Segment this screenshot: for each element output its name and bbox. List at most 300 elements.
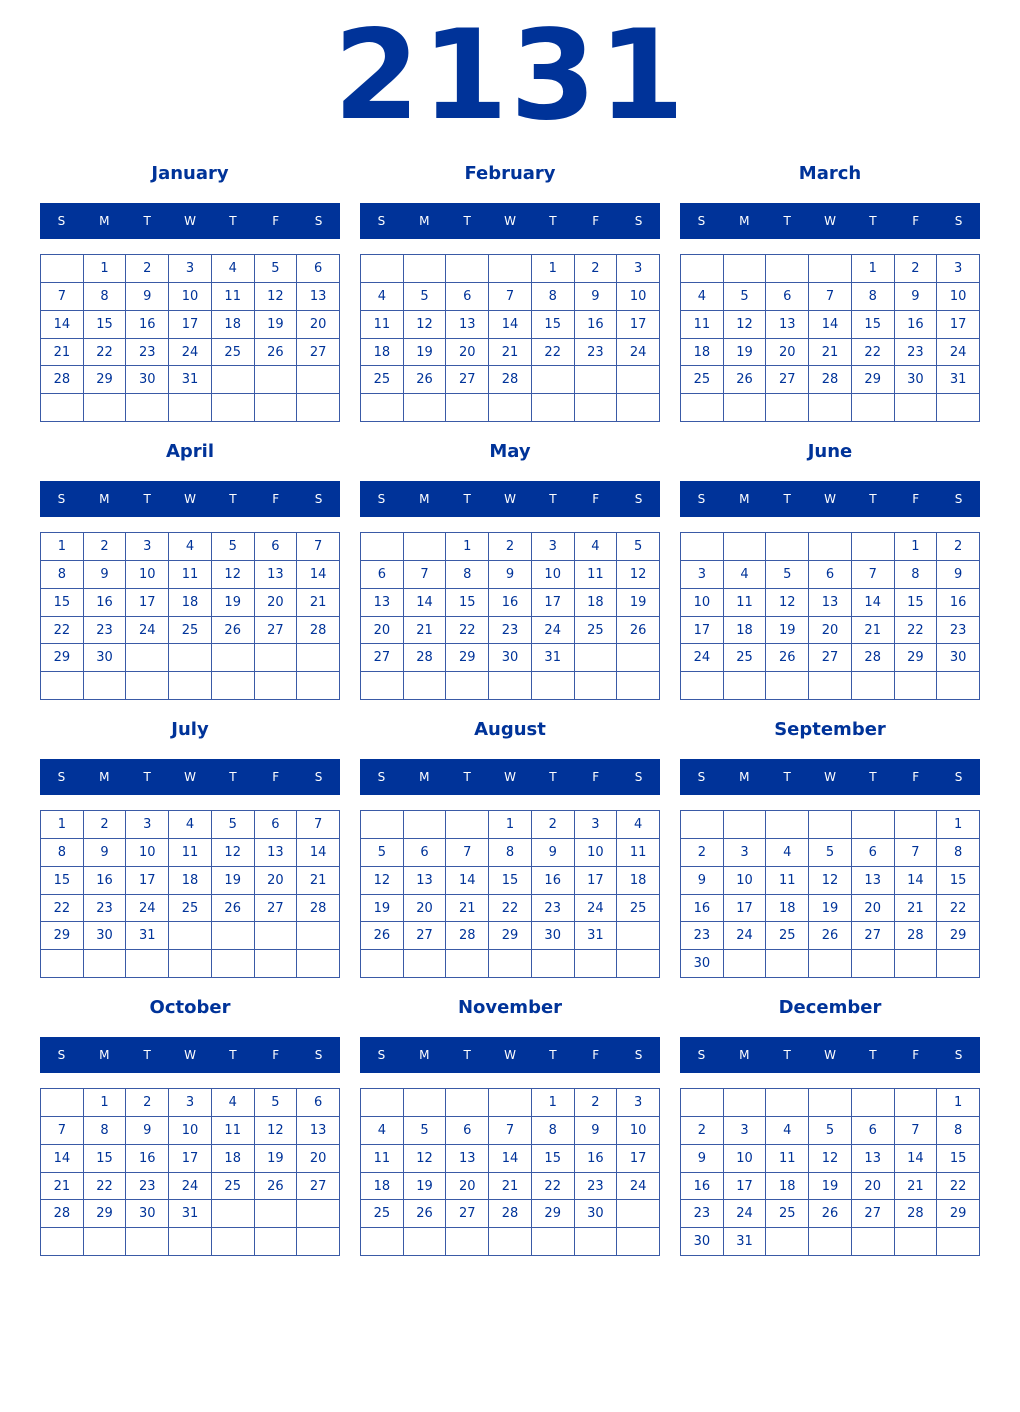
empty-cell — [446, 1228, 489, 1256]
day-cell: 19 — [724, 339, 767, 367]
month-name: January — [151, 163, 229, 184]
empty-cell — [212, 950, 255, 978]
day-cell: 9 — [681, 1145, 724, 1173]
empty-cell — [724, 533, 767, 561]
day-cell: 13 — [361, 589, 404, 617]
empty-cell — [446, 672, 489, 700]
day-cell: 22 — [84, 1173, 127, 1201]
day-cell: 24 — [724, 1200, 767, 1228]
day-cell: 9 — [126, 1117, 169, 1145]
weekday-label: T — [229, 1048, 237, 1062]
day-cell: 11 — [575, 561, 618, 589]
day-cell: 29 — [937, 922, 980, 950]
weekday-label: F — [592, 770, 600, 784]
empty-cell — [575, 1228, 618, 1256]
day-cell: 23 — [575, 1173, 618, 1201]
day-cell: 21 — [297, 867, 340, 895]
day-cell: 30 — [681, 950, 724, 978]
day-cell: 1 — [937, 811, 980, 839]
day-cell: 29 — [489, 922, 532, 950]
weekday-label: F — [272, 492, 280, 506]
weekday-label: F — [592, 492, 600, 506]
day-cell: 15 — [446, 589, 489, 617]
weekday-header — [40, 759, 340, 795]
day-cell: 9 — [937, 561, 980, 589]
day-cell: 14 — [852, 589, 895, 617]
day-cell: 23 — [532, 895, 575, 923]
day-cell: 7 — [895, 839, 938, 867]
day-cell: 18 — [169, 589, 212, 617]
empty-cell — [404, 394, 447, 422]
day-cell: 29 — [41, 922, 84, 950]
weekday-label: F — [272, 770, 280, 784]
day-cell: 12 — [212, 561, 255, 589]
empty-cell — [212, 394, 255, 422]
day-cell: 1 — [532, 1089, 575, 1117]
day-cell: 9 — [84, 561, 127, 589]
day-cell: 13 — [255, 561, 298, 589]
day-cell: 25 — [766, 922, 809, 950]
day-cell: 21 — [895, 895, 938, 923]
day-cell: 13 — [852, 1145, 895, 1173]
empty-cell — [361, 255, 404, 283]
empty-cell — [404, 533, 447, 561]
day-cell: 24 — [681, 644, 724, 672]
day-cell: 17 — [681, 617, 724, 645]
weekday-label: T — [229, 214, 237, 228]
weekday-label: T — [143, 770, 151, 784]
day-grid — [360, 254, 660, 422]
day-cell: 4 — [212, 255, 255, 283]
empty-cell — [852, 394, 895, 422]
empty-cell — [895, 394, 938, 422]
day-cell: 18 — [361, 1173, 404, 1201]
day-cell: 1 — [446, 533, 489, 561]
day-cell: 21 — [489, 1173, 532, 1201]
day-cell: 12 — [404, 1145, 447, 1173]
day-cell: 5 — [255, 1089, 298, 1117]
day-cell: 25 — [681, 366, 724, 394]
empty-cell — [724, 950, 767, 978]
empty-cell — [617, 950, 660, 978]
day-cell: 4 — [169, 811, 212, 839]
day-cell: 12 — [724, 311, 767, 339]
month-march — [680, 159, 980, 427]
day-cell: 25 — [361, 1200, 404, 1228]
day-cell: 27 — [852, 922, 895, 950]
weekday-header — [680, 1037, 980, 1073]
weekday-label: S — [697, 1048, 706, 1062]
weekday-header — [680, 203, 980, 239]
day-cell: 5 — [809, 1117, 852, 1145]
empty-cell — [809, 255, 852, 283]
day-cell: 2 — [532, 811, 575, 839]
weekday-label: T — [869, 214, 877, 228]
weekday-header — [40, 481, 340, 517]
weekday-label: T — [549, 1048, 557, 1062]
day-cell: 3 — [937, 255, 980, 283]
day-cell: 31 — [724, 1228, 767, 1256]
day-cell: 25 — [169, 895, 212, 923]
empty-cell — [852, 1089, 895, 1117]
empty-cell — [41, 1089, 84, 1117]
day-cell: 2 — [489, 533, 532, 561]
day-cell: 9 — [681, 867, 724, 895]
day-cell: 12 — [255, 1117, 298, 1145]
day-cell: 6 — [852, 1117, 895, 1145]
day-cell: 27 — [766, 366, 809, 394]
day-cell: 26 — [724, 366, 767, 394]
day-cell: 26 — [809, 922, 852, 950]
day-cell: 28 — [297, 617, 340, 645]
day-cell: 26 — [617, 617, 660, 645]
day-cell: 8 — [532, 1117, 575, 1145]
day-cell: 16 — [575, 1145, 618, 1173]
weekday-label: T — [783, 770, 791, 784]
day-cell: 19 — [617, 589, 660, 617]
day-cell: 13 — [852, 867, 895, 895]
day-cell: 12 — [255, 283, 298, 311]
day-cell: 25 — [766, 1200, 809, 1228]
day-cell: 3 — [126, 811, 169, 839]
empty-cell — [212, 922, 255, 950]
weekday-header — [40, 203, 340, 239]
weekday-label: S — [377, 770, 386, 784]
day-cell: 18 — [766, 895, 809, 923]
day-cell: 5 — [212, 533, 255, 561]
empty-cell — [212, 1228, 255, 1256]
empty-cell — [895, 811, 938, 839]
day-cell: 27 — [297, 1173, 340, 1201]
day-grid — [680, 532, 980, 700]
day-cell: 4 — [617, 811, 660, 839]
day-cell: 24 — [126, 895, 169, 923]
day-cell: 31 — [169, 366, 212, 394]
day-cell: 10 — [169, 283, 212, 311]
day-cell: 22 — [532, 339, 575, 367]
empty-cell — [617, 672, 660, 700]
day-cell: 13 — [255, 839, 298, 867]
weekday-label: S — [697, 770, 706, 784]
day-cell: 4 — [766, 839, 809, 867]
day-cell: 1 — [489, 811, 532, 839]
empty-cell — [575, 950, 618, 978]
empty-cell — [766, 533, 809, 561]
empty-cell — [809, 672, 852, 700]
day-cell: 24 — [575, 895, 618, 923]
day-cell: 17 — [724, 895, 767, 923]
weekday-label: S — [314, 770, 323, 784]
day-cell: 14 — [895, 1145, 938, 1173]
day-cell: 21 — [446, 895, 489, 923]
day-cell: 28 — [446, 922, 489, 950]
day-cell: 21 — [41, 339, 84, 367]
day-cell: 5 — [255, 255, 298, 283]
empty-cell — [255, 1200, 298, 1228]
day-cell: 30 — [575, 1200, 618, 1228]
day-cell: 4 — [766, 1117, 809, 1145]
month-july — [40, 715, 340, 983]
day-cell: 7 — [895, 1117, 938, 1145]
day-cell: 24 — [617, 1173, 660, 1201]
weekday-label: T — [783, 1048, 791, 1062]
empty-cell — [617, 394, 660, 422]
empty-cell — [84, 394, 127, 422]
day-cell: 18 — [766, 1173, 809, 1201]
day-cell: 20 — [446, 339, 489, 367]
day-cell: 16 — [489, 589, 532, 617]
weekday-label: T — [549, 492, 557, 506]
weekday-label: F — [912, 1048, 920, 1062]
empty-cell — [575, 672, 618, 700]
day-cell: 9 — [126, 283, 169, 311]
day-cell: 27 — [852, 1200, 895, 1228]
day-cell: 11 — [361, 1145, 404, 1173]
day-cell: 2 — [84, 811, 127, 839]
day-cell: 28 — [895, 922, 938, 950]
day-cell: 9 — [489, 561, 532, 589]
day-cell: 25 — [575, 617, 618, 645]
day-cell: 3 — [681, 561, 724, 589]
empty-cell — [532, 394, 575, 422]
day-cell: 28 — [809, 366, 852, 394]
day-cell: 4 — [724, 561, 767, 589]
month-november — [360, 993, 660, 1261]
day-cell: 7 — [404, 561, 447, 589]
weekday-label: M — [419, 1048, 430, 1062]
day-cell: 30 — [489, 644, 532, 672]
day-cell: 25 — [169, 617, 212, 645]
empty-cell — [766, 1089, 809, 1117]
day-cell: 8 — [446, 561, 489, 589]
day-cell: 18 — [681, 339, 724, 367]
day-cell: 31 — [169, 1200, 212, 1228]
empty-cell — [809, 1089, 852, 1117]
empty-cell — [255, 644, 298, 672]
day-cell: 4 — [361, 1117, 404, 1145]
empty-cell — [937, 672, 980, 700]
empty-cell — [681, 672, 724, 700]
weekday-label: W — [504, 492, 516, 506]
empty-cell — [84, 672, 127, 700]
empty-cell — [126, 394, 169, 422]
day-cell: 29 — [895, 644, 938, 672]
empty-cell — [809, 950, 852, 978]
day-cell: 8 — [937, 839, 980, 867]
empty-cell — [297, 1200, 340, 1228]
day-cell: 1 — [937, 1089, 980, 1117]
day-cell: 2 — [575, 1089, 618, 1117]
weekday-header — [680, 759, 980, 795]
day-cell: 23 — [681, 922, 724, 950]
empty-cell — [297, 922, 340, 950]
day-cell: 26 — [404, 1200, 447, 1228]
day-cell: 17 — [617, 311, 660, 339]
day-cell: 30 — [84, 644, 127, 672]
weekday-label: W — [824, 492, 836, 506]
day-cell: 29 — [446, 644, 489, 672]
day-cell: 19 — [809, 895, 852, 923]
weekday-label: M — [99, 492, 110, 506]
day-grid — [40, 810, 340, 978]
day-cell: 30 — [84, 922, 127, 950]
empty-cell — [446, 1089, 489, 1117]
day-cell: 6 — [297, 255, 340, 283]
weekday-label: M — [419, 214, 430, 228]
empty-cell — [446, 255, 489, 283]
weekday-label: S — [954, 492, 963, 506]
day-cell: 6 — [297, 1089, 340, 1117]
empty-cell — [404, 1089, 447, 1117]
day-cell: 18 — [724, 617, 767, 645]
weekday-label: T — [463, 214, 471, 228]
day-cell: 13 — [766, 311, 809, 339]
empty-cell — [255, 922, 298, 950]
day-cell: 10 — [617, 1117, 660, 1145]
weekday-label: M — [99, 1048, 110, 1062]
weekday-label: M — [739, 214, 750, 228]
day-cell: 19 — [361, 895, 404, 923]
day-cell: 18 — [212, 1145, 255, 1173]
day-cell: 14 — [404, 589, 447, 617]
empty-cell — [212, 644, 255, 672]
day-cell: 3 — [532, 533, 575, 561]
weekday-label: S — [377, 1048, 386, 1062]
weekday-label: M — [739, 492, 750, 506]
day-cell: 13 — [404, 867, 447, 895]
day-cell: 27 — [361, 644, 404, 672]
day-cell: 11 — [169, 561, 212, 589]
day-cell: 6 — [446, 1117, 489, 1145]
day-cell: 6 — [852, 839, 895, 867]
weekday-label: W — [184, 1048, 196, 1062]
day-cell: 18 — [361, 339, 404, 367]
day-cell: 14 — [489, 311, 532, 339]
day-cell: 18 — [212, 311, 255, 339]
day-cell: 7 — [809, 283, 852, 311]
month-name: May — [489, 441, 531, 462]
empty-cell — [361, 672, 404, 700]
weekday-label: S — [954, 770, 963, 784]
day-cell: 11 — [724, 589, 767, 617]
day-cell: 29 — [41, 644, 84, 672]
day-cell: 30 — [681, 1228, 724, 1256]
empty-cell — [41, 950, 84, 978]
day-cell: 25 — [212, 1173, 255, 1201]
empty-cell — [575, 366, 618, 394]
month-may — [360, 437, 660, 705]
day-cell: 11 — [681, 311, 724, 339]
day-cell: 2 — [681, 1117, 724, 1145]
day-cell: 27 — [404, 922, 447, 950]
empty-cell — [126, 672, 169, 700]
empty-cell — [169, 394, 212, 422]
empty-cell — [212, 366, 255, 394]
day-cell: 14 — [489, 1145, 532, 1173]
day-cell: 7 — [489, 283, 532, 311]
day-cell: 7 — [852, 561, 895, 589]
empty-cell — [297, 1228, 340, 1256]
day-cell: 17 — [126, 589, 169, 617]
day-cell: 16 — [681, 1173, 724, 1201]
day-cell: 1 — [84, 1089, 127, 1117]
day-cell: 1 — [84, 255, 127, 283]
weekday-label: T — [463, 770, 471, 784]
empty-cell — [766, 255, 809, 283]
day-cell: 16 — [895, 311, 938, 339]
day-grid — [680, 1088, 980, 1256]
weekday-label: T — [549, 214, 557, 228]
day-cell: 16 — [681, 895, 724, 923]
weekday-header — [680, 481, 980, 517]
day-cell: 2 — [681, 839, 724, 867]
day-cell: 22 — [446, 617, 489, 645]
day-cell: 7 — [41, 283, 84, 311]
day-cell: 16 — [126, 311, 169, 339]
weekday-label: W — [184, 214, 196, 228]
empty-cell — [297, 366, 340, 394]
day-cell: 11 — [361, 311, 404, 339]
day-cell: 5 — [404, 1117, 447, 1145]
empty-cell — [297, 644, 340, 672]
day-cell: 8 — [489, 839, 532, 867]
day-cell: 21 — [41, 1173, 84, 1201]
empty-cell — [126, 644, 169, 672]
empty-cell — [361, 950, 404, 978]
day-cell: 2 — [126, 1089, 169, 1117]
day-cell: 15 — [84, 1145, 127, 1173]
month-october — [40, 993, 340, 1261]
day-cell: 22 — [937, 1173, 980, 1201]
month-name: July — [171, 719, 209, 740]
month-february — [360, 159, 660, 427]
weekday-label: S — [954, 214, 963, 228]
weekday-label: S — [57, 1048, 66, 1062]
day-cell: 9 — [575, 1117, 618, 1145]
day-cell: 23 — [126, 339, 169, 367]
day-cell: 17 — [169, 1145, 212, 1173]
empty-cell — [446, 394, 489, 422]
day-cell: 27 — [255, 617, 298, 645]
day-cell: 22 — [895, 617, 938, 645]
month-august — [360, 715, 660, 983]
day-cell: 5 — [724, 283, 767, 311]
day-cell: 29 — [937, 1200, 980, 1228]
day-cell: 9 — [895, 283, 938, 311]
day-cell: 11 — [212, 283, 255, 311]
month-december — [680, 993, 980, 1261]
day-cell: 20 — [297, 311, 340, 339]
day-cell: 5 — [766, 561, 809, 589]
day-cell: 1 — [852, 255, 895, 283]
weekday-label: F — [912, 214, 920, 228]
day-cell: 16 — [84, 589, 127, 617]
empty-cell — [617, 922, 660, 950]
day-cell: 20 — [255, 867, 298, 895]
weekday-label: T — [229, 770, 237, 784]
day-cell: 10 — [724, 867, 767, 895]
weekday-label: T — [549, 770, 557, 784]
empty-cell — [41, 1228, 84, 1256]
day-cell: 22 — [84, 339, 127, 367]
empty-cell — [724, 811, 767, 839]
day-cell: 20 — [766, 339, 809, 367]
day-cell: 1 — [532, 255, 575, 283]
day-cell: 26 — [212, 895, 255, 923]
day-cell: 9 — [84, 839, 127, 867]
weekday-label: F — [592, 1048, 600, 1062]
day-cell: 20 — [255, 589, 298, 617]
